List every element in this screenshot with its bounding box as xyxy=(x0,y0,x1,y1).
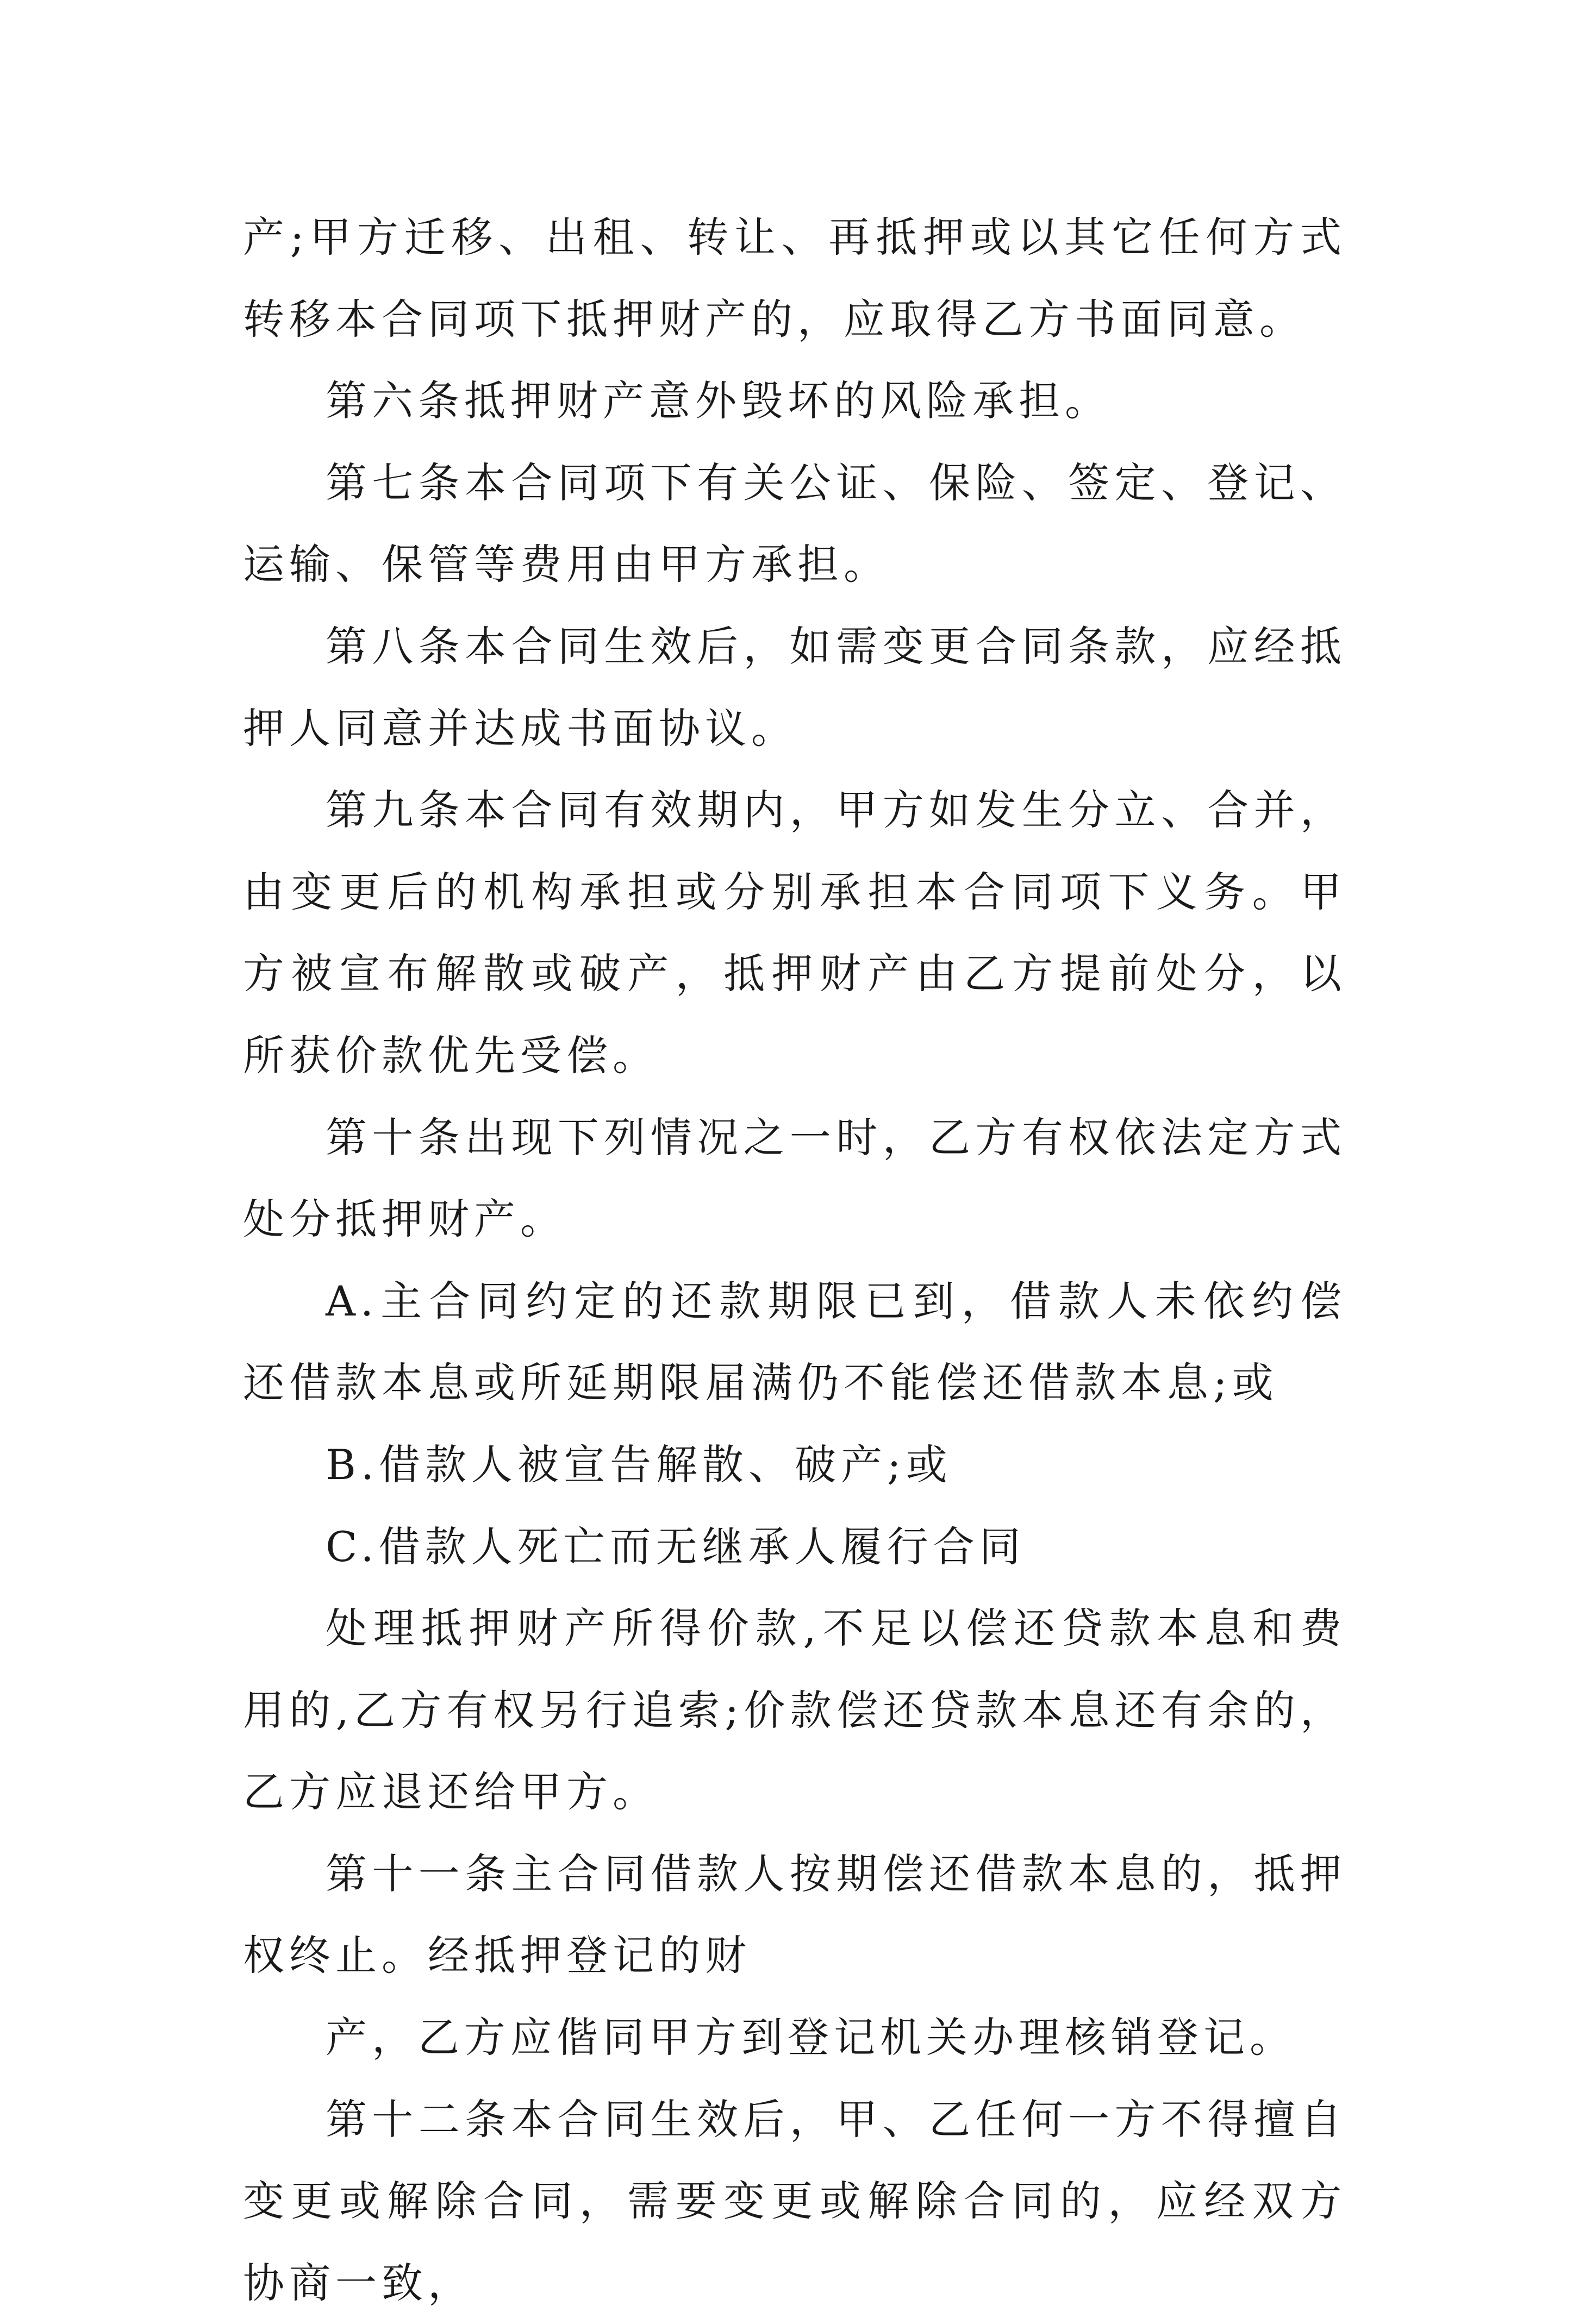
paragraph-11: 第十一条主合同借款人按期偿还借款本息的，抵押权终止。经抵押登记的财 xyxy=(243,1849,1346,1980)
paragraph-5: 第九条本合同有效期内，甲方如发生分立、合并，由变更后的机构承担或分别承担本合同项下义务。甲方被宣布解散或破产，抵押财产由乙方提前处分，以所获价款优先受偿。 xyxy=(243,786,1346,1080)
paragraph-2: 第六条抵押财产意外毁坏的风险承担。 xyxy=(326,377,1111,425)
paragraph-10: 处理抵押财产所得价款,不足以偿还贷款本息和费用的,乙方有权另行追索;价款偿还贷款本息还有余的，乙方应退还给甲方。 xyxy=(243,1604,1346,1816)
document-body xyxy=(243,197,1346,2324)
paragraph-7: A.主合同约定的还款期限已到，借款人未依约偿还借款本息或所延期限届满仍不能偿还借款本息;或 xyxy=(243,1276,1346,1407)
paragraph-3: 第七条本合同项下有关公证、保险、签定、登记、运输、保管等费用由甲方承担。 xyxy=(243,458,1346,589)
paragraph-12: 产，乙方应偕同甲方到登记机关办理核销登记。 xyxy=(326,2013,1296,2062)
paragraph-1: 产;甲方迁移、出租、转让、再抵押或以其它任何方式转移本合同项下抵押财产的，应取得乙方书面同意。 xyxy=(243,213,1346,343)
paragraph-9: C.借款人死亡而无继承人履行合同 xyxy=(326,1522,1026,1571)
paragraph-6: 第十条出现下列情况之一时，乙方有权依法定方式处分抵押财产。 xyxy=(243,1113,1346,1244)
paragraph-13: 第十二条本合同生效后，甲、乙任何一方不得擅自变更或解除合同，需要变更或解除合同的，应经双方协商一致， xyxy=(243,2095,1346,2307)
paragraph-8: B.借款人被宣告解散、破产;或 xyxy=(326,1440,952,1489)
paragraph-4: 第八条本合同生效后，如需变更合同条款，应经抵押人同意并达成书面协议。 xyxy=(243,622,1346,753)
